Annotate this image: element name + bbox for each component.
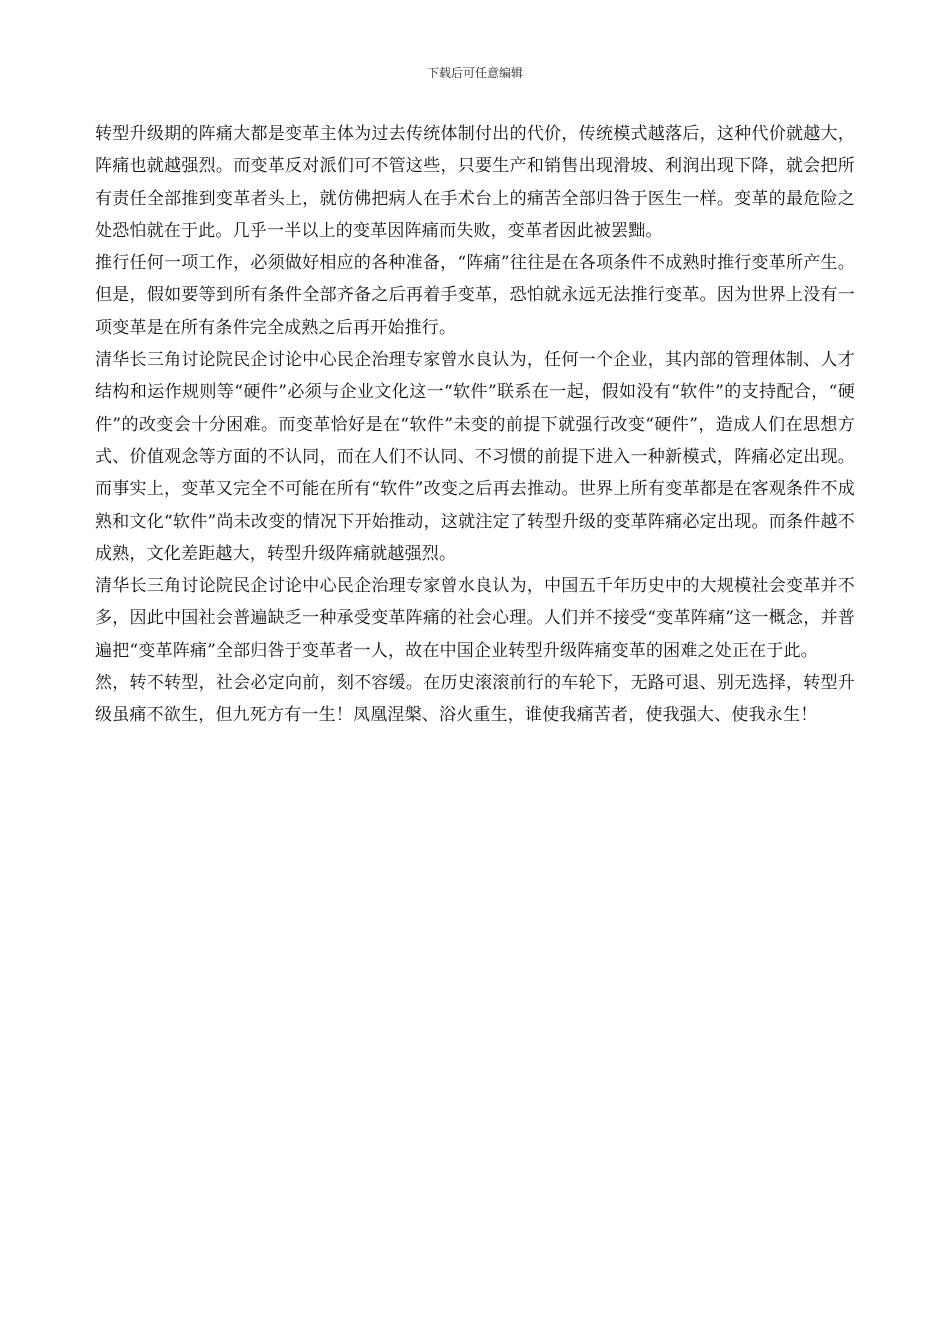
paragraph-3: 清华长三角讨论院民企讨论中心民企治理专家曾水良认为，任何一个企业，其内部的管理体制、人才结构和运作规则等“硬件”必须与企业文化这一“软件”联系在一起，假如没有“软件”的支持配合，“硬件”的改变会十分困难。而变革恰好是在“软件”未变的前提下就强行改变“硬件”，造成人们在思想方式、价值观念等方面的不认同，而在人们不认同、不习惯的前提下进入一种新模式，阵痛必定出现。而事实上，变革又完全不可能在所有“软件”改变之后再去推动。世界上所有变革都是在客观条件不成熟和文化“软件”尚未改变的情况下开始推动，这就注定了转型升级的变革阵痛必定出现。而条件越不成熟，文化差距越大，转型升级阵痛就越强烈。 (95, 350, 855, 564)
paragraph-5: 然，转不转型，社会必定向前，刻不容缓。在历史滚滚前行的车轮下，无路可退、别无选择，转型升级虽痛不欲生，但九死方有一生！凤凰涅槃、浴火重生，谁使我痛苦者，使我强大、使我永生！ (95, 673, 855, 726)
paragraph-2: 推行任何一项工作，必须做好相应的各种准备，“阵痛”往往是在各项条件不成熟时推行变革所产生。但是，假如要等到所有条件全部齐备之后再着手变革，恐怕就永远无法推行变革。因为世界上没有一项变革是在所有条件完全成熟之后再开始推行。 (95, 253, 855, 338)
paragraph-4: 清华长三角讨论院民企讨论中心民企治理专家曾水良认为，中国五千年历史中的大规模社会变革并不多，因此中国社会普遍缺乏一种承受变革阵痛的社会心理。人们并不接受“变革阵痛”这一概念，并普遍把“变革阵痛”全部归咎于变革者一人，故在中国企业转型升级阵痛变革的困难之处正在于此。 (95, 576, 855, 661)
document-body (95, 118, 855, 732)
page-header: 下载后可任意编辑 (426, 66, 523, 80)
paragraph-1: 转型升级期的阵痛大都是变革主体为过去传统体制付出的代价，传统模式越落后，这种代价就越大，阵痛也就越强烈。而变革反对派们可不管这些，只要生产和销售出现滑坡、利润出现下降，就会把所有责任全部推到变革者头上，就仿佛把病人在手术台上的痛苦全部归咎于医生一样。变革的最危险之处恐怕就在于此。几乎一半以上的变革因阵痛而失败，变革者因此被罢黜。 (95, 124, 855, 241)
